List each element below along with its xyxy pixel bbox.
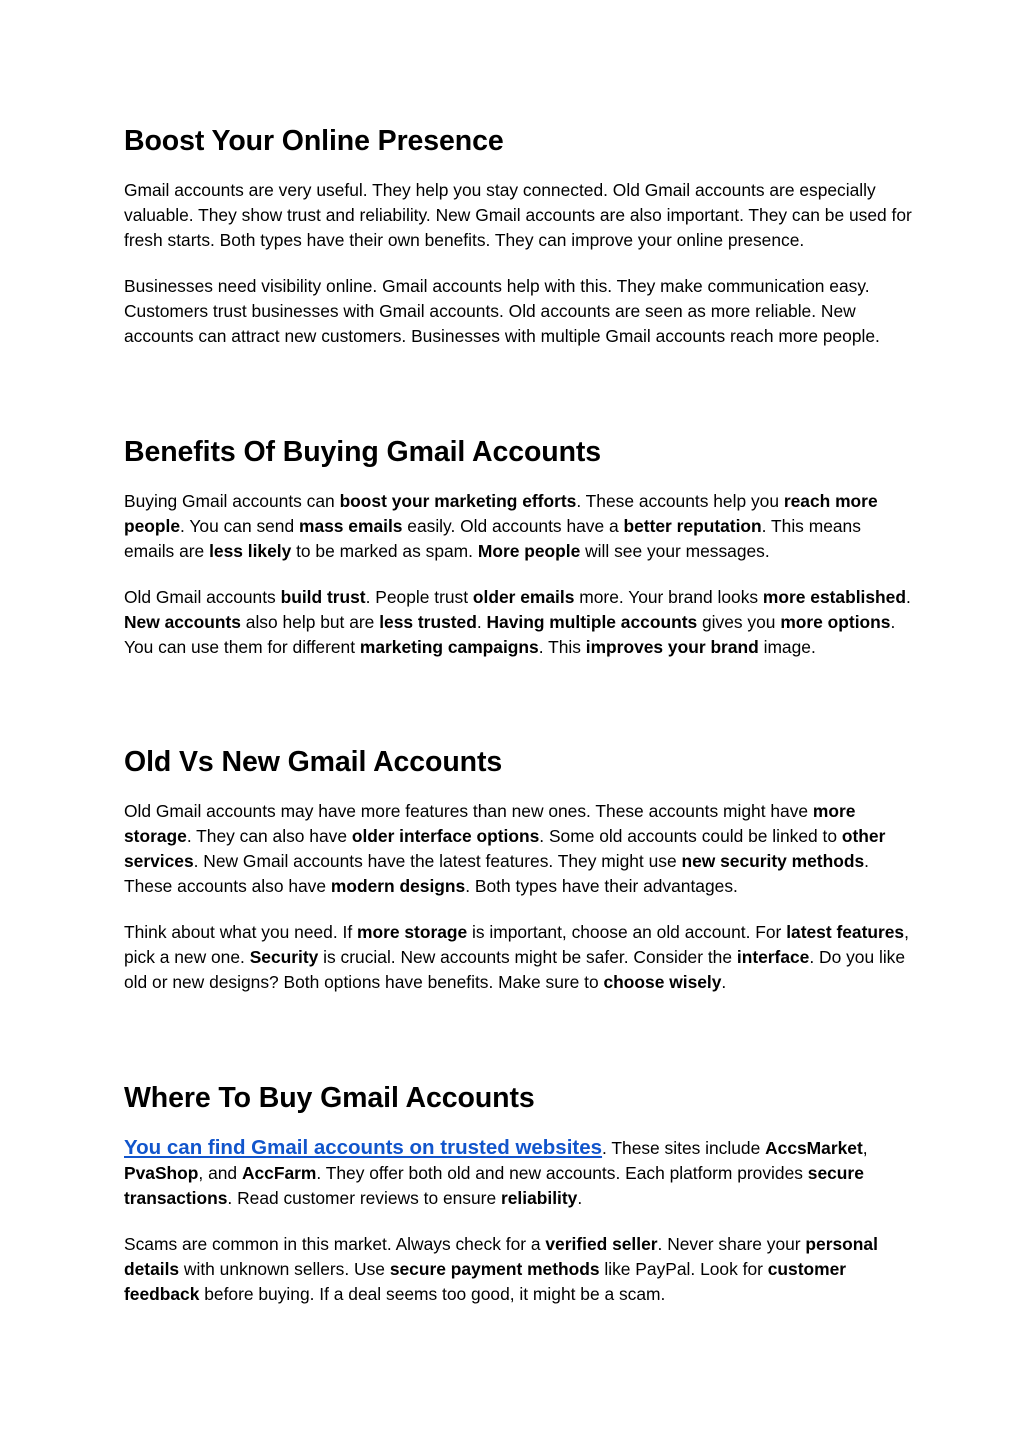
text-run: will see your messages. [580, 541, 770, 561]
bold-phrase: older emails [472, 587, 575, 607]
text-run: . They offer both old and new accounts. Each platform provides [316, 1163, 808, 1183]
bold-phrase: secure payment methods [389, 1259, 600, 1279]
bold-phrase: customer feedback [124, 1259, 847, 1304]
bold-phrase: build trust [280, 587, 366, 607]
section-heading: Benefits Of Buying Gmail Accounts [124, 436, 602, 468]
bold-phrase: AccsMarket [765, 1138, 863, 1158]
bold-phrase: personal details [124, 1234, 878, 1279]
text-run: before buying. If a deal seems too good, it might be a scam. [199, 1284, 666, 1304]
text-run: , pick a new one. [124, 922, 909, 967]
text-run: . This [538, 637, 586, 657]
text-run: , [862, 1138, 868, 1158]
section-paragraph [124, 178, 914, 253]
text-run: . You can send [180, 516, 299, 536]
text-run: is crucial. New accounts might be safer. Consider the [318, 947, 737, 967]
bold-phrase: less trusted [379, 612, 477, 632]
section-old-vs-new [124, 745, 914, 995]
text-run: . You can use them for different [124, 612, 896, 657]
text-run: . New Gmail accounts have the latest features. They might use [193, 851, 682, 871]
text-run: Gmail accounts are very useful. They help you stay connected. Old Gmail accounts are especially valuable. They show trust and reliability. New Gmail accounts are also important. They can be used for fresh starts. Both types have their own benefits. They can improve your online presence. [124, 180, 912, 250]
bold-phrase: improves your brand [585, 637, 759, 657]
text-run: . Both types have their advantages. [465, 876, 738, 896]
section-paragraph [124, 920, 914, 995]
text-run: Businesses need visibility online. Gmail accounts help with this. They make communication easy. Customers trust businesses with Gmail accounts. Old accounts are seen as more reliable. New accounts can attract new customers. Businesses with multiple Gmail accounts reach more people. [124, 276, 880, 346]
bold-phrase: modern designs [330, 876, 466, 896]
section-boost-online-presence [124, 124, 914, 349]
text-run: more. Your brand looks [574, 587, 763, 607]
bold-phrase: choose wisely [603, 972, 722, 992]
text-run: . Never share your [657, 1234, 806, 1254]
text-run: gives you [697, 612, 781, 632]
section-benefits-buying [124, 435, 914, 660]
bold-phrase: less likely [209, 541, 292, 561]
text-run: Scams are common in this market. Always check for a [124, 1234, 546, 1254]
text-run: like PayPal. Look for [599, 1259, 768, 1279]
bold-phrase: more storage [357, 922, 468, 942]
bold-phrase: reliability [500, 1188, 578, 1208]
bold-phrase: mass emails [299, 516, 403, 536]
bold-phrase: reach more people [124, 491, 878, 536]
bold-phrase: More people [477, 541, 581, 561]
section-where-to-buy [124, 1081, 914, 1307]
bold-phrase: Security [249, 947, 319, 967]
text-run: easily. Old accounts have a [402, 516, 624, 536]
bold-phrase: marketing campaigns [359, 637, 539, 657]
section-heading: Where To Buy Gmail Accounts [124, 1082, 535, 1114]
text-run: with unknown sellers. Use [179, 1259, 390, 1279]
section-paragraph [124, 1135, 914, 1211]
section-paragraph [124, 799, 914, 899]
section-paragraph [124, 585, 914, 660]
bold-phrase: more options [780, 612, 891, 632]
text-run: image. [758, 637, 816, 657]
text-run: Think about what you need. If [124, 922, 357, 942]
text-run: . This means emails are [124, 516, 861, 561]
bold-phrase: latest features [786, 922, 905, 942]
text-run: Buying Gmail accounts can [124, 491, 340, 511]
bold-phrase: new security methods [681, 851, 865, 871]
section-heading: Boost Your Online Presence [124, 125, 504, 157]
text-run: Old Gmail accounts may have more features than new ones. These accounts might have [124, 801, 813, 821]
section-heading: Old Vs New Gmail Accounts [124, 746, 503, 778]
text-run: . Some old accounts could be linked to [539, 826, 842, 846]
text-run: . Read customer reviews to ensure [227, 1188, 501, 1208]
text-run: . These sites include [602, 1138, 766, 1158]
bold-phrase: AccFarm [241, 1163, 317, 1183]
bold-phrase: more storage [124, 801, 856, 846]
text-run: . [905, 587, 911, 607]
text-run: . Do you like old or new designs? Both options have benefits. Make sure to [124, 947, 906, 992]
text-run: also help but are [240, 612, 380, 632]
text-run: is important, choose an old account. For [467, 922, 787, 942]
bold-phrase: PvaShop [124, 1163, 199, 1183]
bold-phrase: more established [762, 587, 906, 607]
trusted-websites-link[interactable]: You can find Gmail accounts on trusted websites [124, 1136, 603, 1159]
text-run: . [476, 612, 487, 632]
section-paragraph [124, 274, 914, 349]
text-run: . People trust [365, 587, 473, 607]
text-run: . These accounts help you [576, 491, 784, 511]
bold-phrase: secure transactions [124, 1163, 864, 1208]
bold-phrase: better reputation [623, 516, 762, 536]
text-run: . They can also have [186, 826, 352, 846]
bold-phrase: verified seller [545, 1234, 658, 1254]
section-paragraph [124, 1232, 914, 1307]
text-run: , and [198, 1163, 242, 1183]
text-run: . These accounts also have [124, 851, 869, 896]
bold-phrase: interface [736, 947, 810, 967]
bold-phrase: other services [124, 826, 886, 871]
bold-phrase: Having multiple accounts [486, 612, 698, 632]
text-run: to be marked as spam. [291, 541, 478, 561]
bold-phrase: boost your marketing efforts [339, 491, 577, 511]
text-run: . [721, 972, 727, 992]
bold-phrase: New accounts [124, 612, 241, 632]
text-run: . [577, 1188, 583, 1208]
bold-phrase: older interface options [351, 826, 540, 846]
text-run: Old Gmail accounts [124, 587, 281, 607]
section-paragraph [124, 489, 914, 564]
